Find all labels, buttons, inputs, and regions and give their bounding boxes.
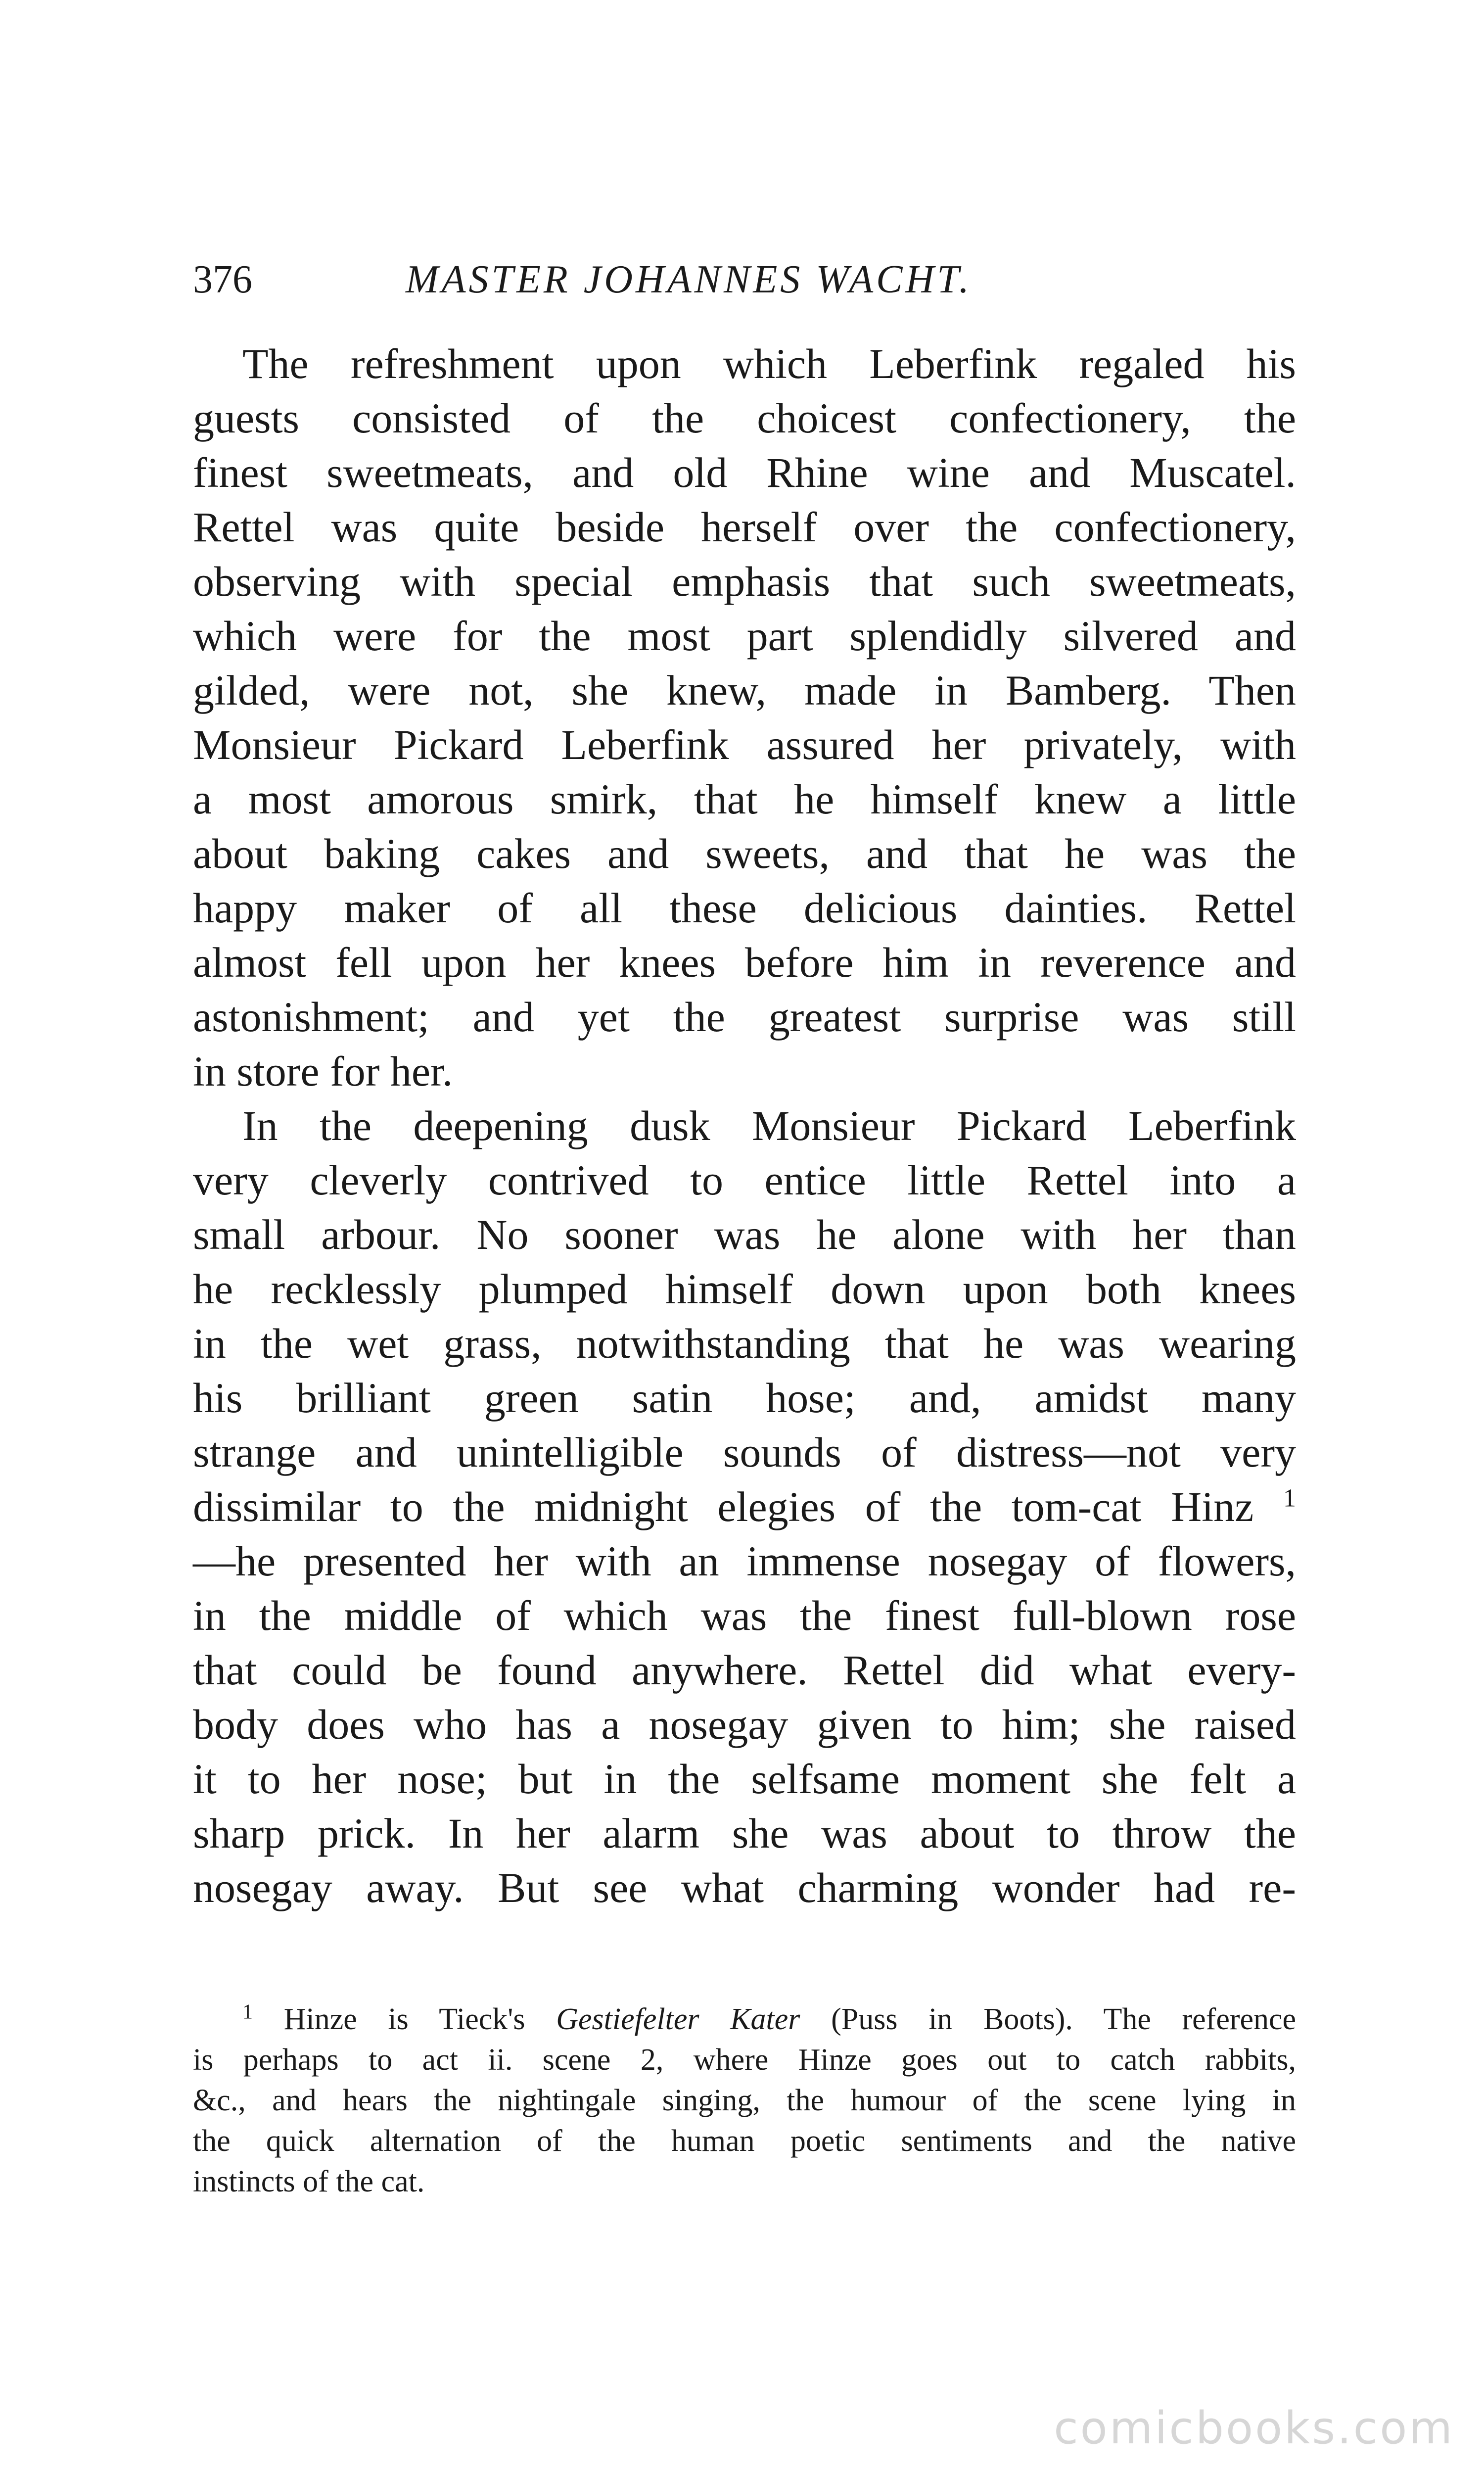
text-line: sharp prick. In her alarm she was about to throw the (193, 1809, 1296, 1857)
page-header (193, 252, 1296, 307)
text-line: In the deepening dusk Monsieur Pickard Leberfink (242, 1102, 1296, 1149)
text-line: Monsieur Pickard Leberfink assured her privately, with (193, 721, 1296, 768)
text-line: nosegay away. But see what charming wonder had re- (193, 1864, 1296, 1911)
text-line: Rettel was quite beside herself over the confectionery, (193, 503, 1296, 551)
text-line: in store for her. (193, 1047, 453, 1095)
text-line: that could be found anywhere. Rettel did what every- (193, 1646, 1296, 1694)
page-number: 376 (193, 258, 252, 301)
footnote-line: is perhaps to act ii. scene 2, where Hinze goes out to catch rabbits, (193, 2043, 1296, 2077)
footnote-text: (Puss in Boots). The reference (831, 2002, 1297, 2036)
footnote-line: &c., and hears the nightingale singing, the humour of the scene lying in (193, 2084, 1296, 2117)
text-line: almost fell upon her knees before him in reverence and (193, 939, 1296, 986)
body-text (193, 336, 1296, 1915)
text-line: observing with special emphasis that such sweetmeats, (193, 558, 1296, 605)
text-line: he recklessly plumped himself down upon both knees (193, 1265, 1296, 1313)
footnote-line: instincts of the cat. (193, 2165, 425, 2198)
footnote-line: the quick alternation of the human poetic sentiments and the native (193, 2124, 1296, 2158)
footnote-text: Hinze is Tieck's (283, 2002, 525, 2036)
text-line-with-ref (193, 1479, 1296, 1534)
text-line: a most amorous smirk, that he himself knew a little (193, 775, 1296, 823)
footnote-title-italic: Gestiefelter Kater (556, 2002, 800, 2036)
text-line: The refreshment upon which Leberfink regaled his (242, 340, 1296, 387)
text-line: in the middle of which was the finest full-blown rose (193, 1592, 1296, 1639)
text-line: about baking cakes and sweets, and that he was the (193, 830, 1296, 877)
text-line: finest sweetmeats, and old Rhine wine and Muscatel. (193, 449, 1296, 496)
text-line: body does who has a nosegay given to him; she raised (193, 1701, 1296, 1748)
text-line: which were for the most part splendidly silvered and (193, 612, 1296, 660)
footnote-line (193, 1999, 1296, 2040)
text-line: small arbour. No sooner was he alone with her than (193, 1211, 1296, 1258)
text-line: very cleverly contrived to entice little Rettel into a (193, 1156, 1296, 1204)
footnote (193, 1999, 1296, 2202)
text-line: it to her nose; but in the selfsame moment she felt a (193, 1755, 1296, 1803)
footnote-marker: 1 (242, 2000, 253, 2024)
text-line: astonishment; and yet the greatest surprise was still (193, 993, 1296, 1041)
watermark: comicbooks.com (1054, 2402, 1454, 2454)
text-line: his brilliant green satin hose; and, amidst many (193, 1374, 1296, 1422)
text-fragment: dissimilar to the midnight elegies of the tom-cat Hinz (193, 1483, 1254, 1530)
text-line: guests consisted of the choicest confectionery, the (193, 394, 1296, 442)
running-title: MASTER JOHANNES WACHT. (406, 258, 972, 301)
footnote-reference: 1 (1283, 1484, 1296, 1513)
text-line: strange and unintelligible sounds of distress—not very (193, 1428, 1296, 1476)
text-line: in the wet grass, notwithstanding that he was wearing (193, 1320, 1296, 1367)
text-line: —he presented her with an immense nosegay of flowers, (193, 1537, 1296, 1585)
text-line: happy maker of all these delicious dainties. Rettel (193, 884, 1296, 932)
text-line: gilded, were not, she knew, made in Bamberg. Then (193, 666, 1296, 714)
